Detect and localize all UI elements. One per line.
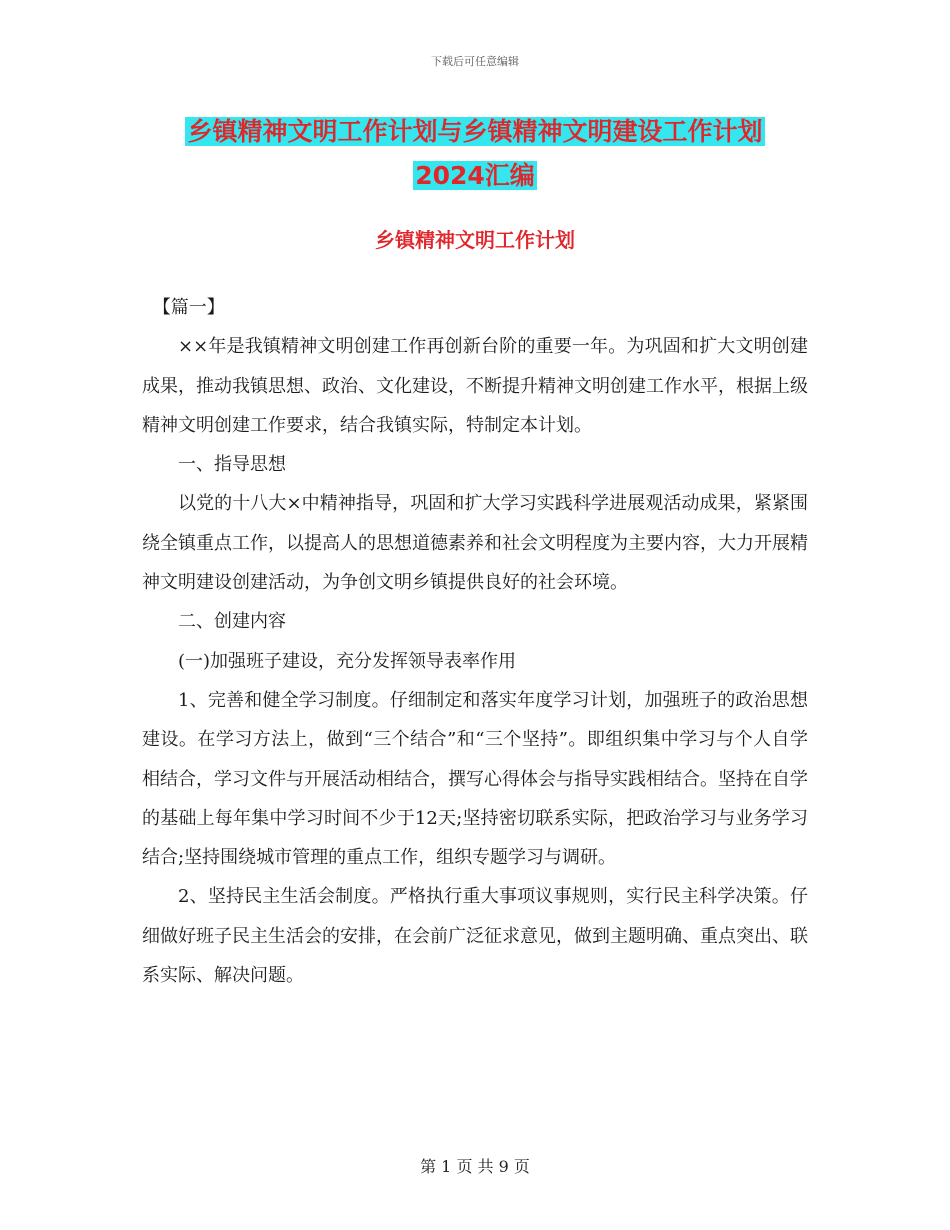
document-title-line2 — [140, 156, 810, 192]
page-header-note: 下载后可任意编辑 — [431, 55, 519, 68]
title-highlight-2: 2024汇编 — [415, 161, 535, 190]
subheading-leadership: (一)加强班子建设，充分发挥领导表率作用 — [178, 650, 517, 672]
page-footer: 第 1 页 共 9 页 — [420, 1157, 530, 1176]
title-highlight-1: 乡镇精神文明工作计划与乡镇精神文明建设工作计划 — [187, 117, 763, 146]
section-title: 乡镇精神文明工作计划 — [375, 228, 575, 252]
paragraph-section-label: 【篇一】 — [152, 297, 225, 318]
paragraph-intro: ××年是我镇精神文明创建工作再创新台阶的重要一年。为巩固和扩大文明创建成果，推动我镇思想、政治、文化建设，不断提升精神文明创建工作水平，根据上级精神文明创建工作要求，结合我镇实际，特制定本计划。 — [142, 336, 808, 436]
document-body — [142, 288, 808, 995]
document-title-line1 — [140, 112, 810, 148]
heading-content: 二、创建内容 — [178, 611, 286, 633]
paragraph-democratic-life: 2、坚持民主生活会制度。严格执行重大事项议事规则，实行民主科学决策。仔细做好班子民主生活会的安排，在会前广泛征求意见，做到主题明确、重点突出、联系实际、解决问题。 — [142, 886, 808, 987]
paragraph-guiding-ideology: 以党的十八大×中精神指导，巩固和扩大学习实践科学进展观活动成果，紧紧围绕全镇重点工作，以提高人的思想道德素养和社会文明程度为主要内容，大力开展精神文明建设创建活动，为争创文明乡镇提供良好的社会环境。 — [142, 493, 808, 594]
paragraph-study-system: 1、完善和健全学习制度。仔细制定和落实年度学习计划，加强班子的政治思想建设。在学习方法上，做到“三个结合”和“三个坚持”。即组织集中学习与个人自学相结合，学习文件与开展活动相结合，撰写心得体会与指导实践相结合。坚持在自学的基础上每年集中学习时间不少于12天;坚持密切联系实际，把政治学习与业务学习结合;坚持围绕城市管理的重点工作，组织专题学习与调研。 — [142, 689, 808, 869]
heading-guiding-ideology: 一、指导思想 — [178, 454, 286, 476]
